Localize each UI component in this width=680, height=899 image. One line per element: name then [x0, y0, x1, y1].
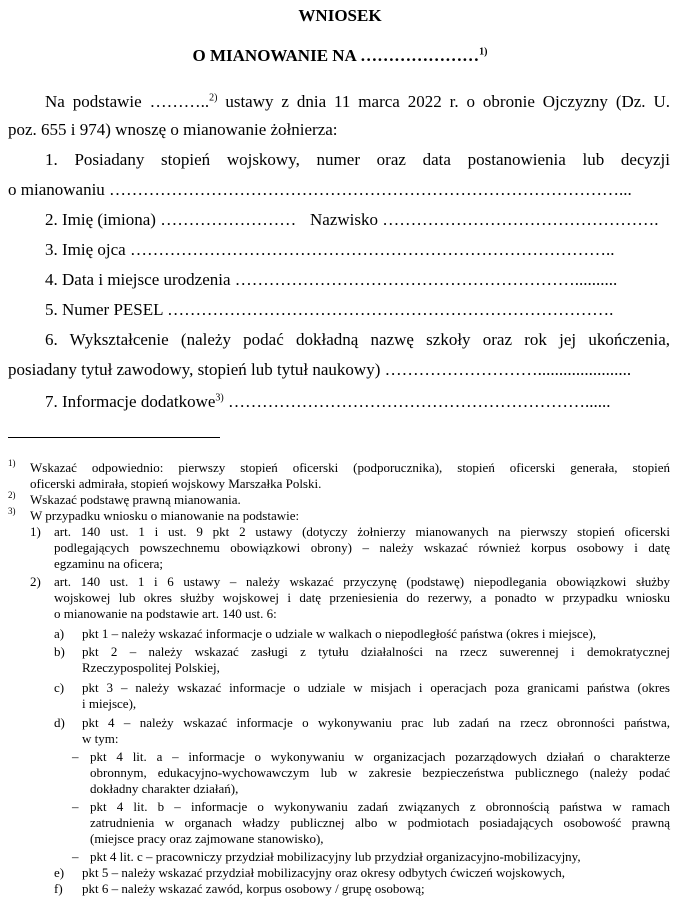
item-b-line-1: pkt 2 – należy wskazać zasługi z tytułu działalności na rzecz suwerennej i demokratycznej	[82, 644, 670, 659]
subitem-4c-dash: –	[72, 849, 79, 864]
item-1-line-3: egzaminu na oficera;	[54, 556, 163, 571]
item-2-line-2: wojskowej lub okres służby wojskowej i datę przeniesienia do rezerwy, a ponadto w przypadku wniosku	[54, 590, 670, 605]
subitem-4a-line-3: dokładny charakter działań),	[90, 781, 239, 796]
field-6-label: 6. Wykształcenie (należy podać dokładną nazwę szkoły oraz rok jej ukończenia,	[45, 330, 670, 349]
subitem-4a-line-1: pkt 4 lit. a – informacje o wykonywaniu w organizacjach pozarządowych działań o charakterze	[90, 749, 670, 764]
footnote-3-mark: 3)	[8, 506, 16, 516]
item-c-line-2: i miejsce),	[82, 696, 137, 711]
field-4-birth-date-place[interactable]: 4. Data i miejsce urodzenia ……………………………………………………..........	[45, 270, 618, 289]
document-subtitle	[0, 46, 680, 66]
footnote-separator	[8, 437, 220, 438]
field-7-additional-info[interactable]	[45, 392, 611, 412]
item-d-line-1: pkt 4 – należy wskazać informacje o wykonywaniu prac lub zadań na rzecz obronności państwa,	[82, 715, 670, 730]
field-7-footnote-ref: 3)	[215, 392, 224, 404]
intro-text-b: ustawy z dnia 11 marca 2022 r. o obronie Ojczyzny (Dz. U.	[217, 92, 670, 111]
item-e-line-1: pkt 5 – należy wskazać przydział mobilizacyjny oraz okresy odbytych ćwiczeń wojskowych,	[82, 865, 565, 880]
subitem-4b-line-3: (miejsce pracy oraz zajmowane stanowisko),	[90, 831, 324, 846]
subitem-4b-line-1: pkt 4 lit. b – informacje o wykonywaniu zadań związanych z obronnością państwa w ramach	[90, 799, 670, 814]
footnote-3-line-1: W przypadku wniosku o mianowanie na podstawie:	[30, 508, 300, 523]
footnote-1-mark: 1)	[8, 458, 16, 468]
intro-line-1	[45, 92, 670, 112]
field-1-line[interactable]: o mianowaniu ………………………………………………………………………………...	[8, 180, 632, 199]
field-2-surname[interactable]: Nazwisko ………………………………………….	[310, 210, 659, 229]
subitem-4a-dash: –	[72, 749, 79, 764]
item-1-number: 1)	[30, 524, 41, 539]
item-b-line-2: Rzeczypospolitej Polskiej,	[82, 660, 220, 675]
item-a-line-1: pkt 1 – należy wskazać informacje o udziale w walkach o niepodległość państwa (okres i miejsce),	[82, 626, 597, 641]
footnote-1-line-2: oficerski admirała, stopień wojskowy Marszałka Polski.	[30, 476, 322, 491]
item-d-line-2: w tym:	[82, 731, 119, 746]
intro-footnote-ref: 2)	[209, 92, 218, 104]
field-5-pesel[interactable]: 5. Numer PESEL …………………………………………………………………….	[45, 300, 614, 319]
item-d-label: d)	[54, 715, 65, 730]
item-f-label: f)	[54, 881, 63, 896]
subitem-4a-line-2: obronnym, edukacyjno-wychowawczym lub w zakresie bezpieczeństwa publicznego (należy podać	[90, 765, 670, 780]
subtitle-footnote-ref: 1)	[479, 46, 488, 58]
item-a-label: a)	[54, 626, 65, 641]
item-f-line-1: pkt 6 – należy wskazać zawód, korpus osobowy / grupę osobową;	[82, 881, 425, 896]
item-2-line-3: o mianowanie na podstawie art. 140 ust. 6:	[54, 606, 277, 621]
field-1-label: 1. Posiadany stopień wojskowy, numer oraz data postanowienia lub decyzji	[45, 150, 670, 169]
subitem-4b-dash: –	[72, 799, 79, 814]
item-1-line-1: art. 140 ust. 1 i ust. 9 pkt 2 ustawy (dotyczy żołnierzy mianowanych na pierwszy stopień oficerski	[54, 524, 670, 539]
footnote-2-mark: 2)	[8, 490, 16, 500]
item-1-line-2: podlegających powszechnemu obowiązkowi obrony) – należy wskazać również korpus osobowy i datę	[54, 540, 670, 555]
field-7-label: 7. Informacje dodatkowe	[45, 392, 216, 411]
intro-text-a: Na podstawie ………..	[45, 92, 210, 111]
item-c-line-1: pkt 3 – należy wskazać informacje o udziale w misjach i operacjach poza granicami państwa (okres	[82, 680, 670, 695]
item-e-label: e)	[54, 865, 65, 880]
document-title: WNIOSEK	[298, 6, 382, 25]
intro-line-2: poz. 655 i 974) wnoszę o mianowanie żołnierza:	[8, 120, 338, 139]
field-2-first-name[interactable]: 2. Imię (imiona) ……………………	[45, 210, 297, 229]
subitem-4b-line-2: zatrudnienia w organach władzy publicznej albo w podmiotach posiadających osobowość prawną	[90, 815, 670, 830]
field-6-line[interactable]: posiadany tytuł zawodowy, stopień lub tytuł naukowy) ………………………......................	[8, 360, 632, 379]
subtitle-text: O MIANOWANIE NA …………………	[192, 46, 480, 65]
item-b-label: b)	[54, 644, 65, 659]
footnote-2-line-1: Wskazać podstawę prawną mianowania.	[30, 492, 241, 507]
subitem-4c-line-1: pkt 4 lit. c – pracowniczy przydział mobilizacyjny lub przydział organizacyjno-mobilizacyjny,	[90, 849, 581, 864]
footnote-1-line-1: Wskazać odpowiednio: pierwszy stopień oficerski (podporucznika), stopień oficerski generała, stopień	[30, 460, 670, 475]
item-2-line-1: art. 140 ust. 1 i 6 ustawy – należy wskazać przyczynę (podstawę) niepodlegania obowiązkowi służby	[54, 574, 670, 589]
item-2-number: 2)	[30, 574, 41, 589]
field-7-dots: ………………………………………………………......	[223, 392, 611, 411]
field-3-fathers-name[interactable]: 3. Imię ojca …………………………………………………………………………..	[45, 240, 615, 259]
item-c-label: c)	[54, 680, 65, 695]
